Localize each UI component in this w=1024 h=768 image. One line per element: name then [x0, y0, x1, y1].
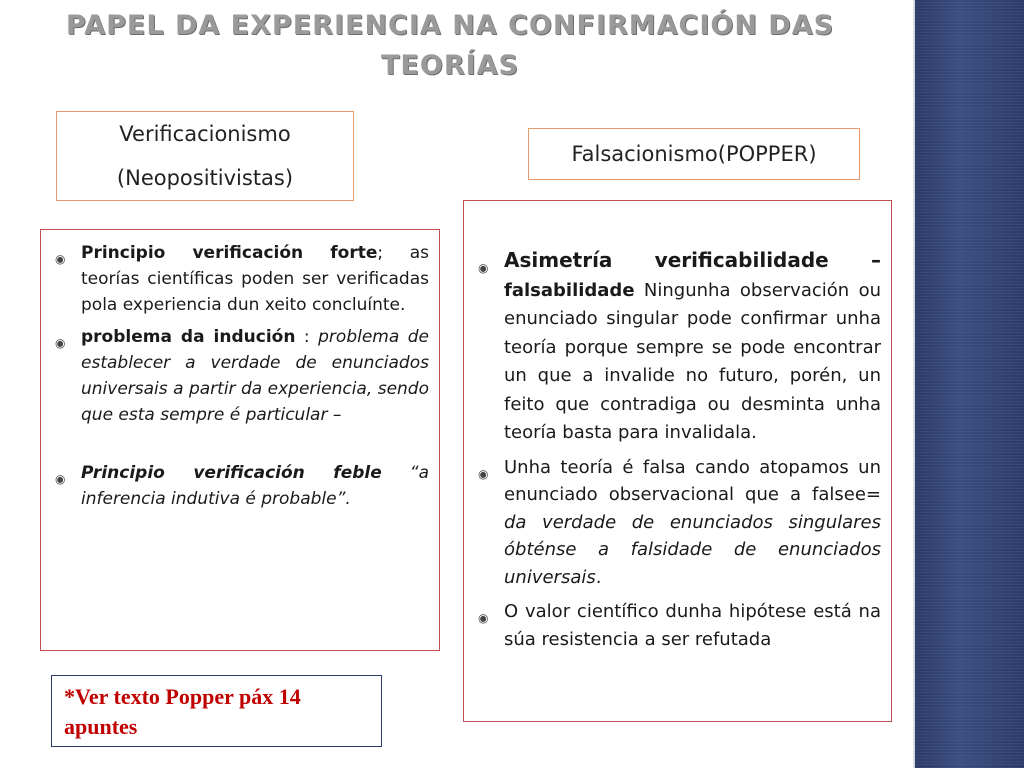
bullet-icon: ◉	[478, 611, 489, 625]
slide-title: PAPEL DA EXPERIENCIA NA CONFIRMACIÓN DAS TEORÍAS	[65, 10, 835, 81]
bullet-text-italic: da verdade de enunciados singulares óbténse a falsidade de enunciados universais	[504, 511, 881, 588]
bullet-icon: ◉	[55, 472, 66, 486]
falsacionismo-bullet-list	[476, 247, 881, 653]
bullet-term: Principio verificación feble	[81, 463, 382, 483]
reference-note: *Ver texto Popper páx 14 apuntes	[51, 675, 382, 747]
list-item	[53, 460, 429, 512]
bullet-text: Unha teoría é falsa cando atopamos un enunciado observacional que a falsee=	[504, 456, 881, 505]
bullet-text: O valor científico dunha hipótese está na súa resistencia a ser refutada	[504, 601, 881, 650]
verificacionismo-label	[56, 111, 354, 201]
bullet-term: Principio verificación forte	[81, 243, 378, 263]
verificacionismo-label-line1: Verificacionismo	[119, 122, 291, 146]
bullet-term: Asimetría verificabilidade –	[504, 248, 881, 272]
bullet-term: problema da indución	[81, 327, 296, 347]
verificacionismo-bullet-list	[53, 240, 429, 512]
list-item	[476, 454, 881, 592]
bullet-text: ; as teorías científicas poden ser verificadas pola experiencia dun xeito concluínte.	[81, 243, 430, 315]
bullet-text: problema de establecer a verdade de enunciados universais a partir da experiencia, sendo que esta sempre é particular –	[81, 327, 429, 425]
decorative-side-band	[913, 0, 1024, 768]
bullet-icon: ◉	[478, 261, 489, 275]
falsacionismo-label: Falsacionismo(POPPER)	[528, 128, 860, 180]
bullet-text: “a inferencia indutiva é probable”.	[81, 463, 429, 509]
bullet-text: Ningunha observación ou enunciado singular pode confirmar unha teoría porque sempre se pode encontrar un que a invalide no futuro, porén, un feito que contradiga ou desminta unha teoría basta para invalidala.	[504, 279, 881, 443]
list-item	[53, 240, 429, 318]
bullet-icon: ◉	[478, 466, 489, 481]
bullet-separator: :	[295, 327, 319, 347]
list-item	[476, 598, 881, 653]
verificacionismo-panel	[40, 229, 440, 651]
bullet-icon: ◉	[55, 336, 66, 350]
falsacionismo-panel	[463, 200, 892, 722]
list-item	[476, 247, 881, 447]
verificacionismo-label-line2: (Neopositivistas)	[116, 166, 294, 190]
list-item	[53, 324, 429, 428]
bullet-icon: ◉	[55, 252, 66, 266]
bullet-term-continued: falsabilidade	[504, 279, 635, 301]
bullet-text-end: .	[595, 566, 602, 588]
